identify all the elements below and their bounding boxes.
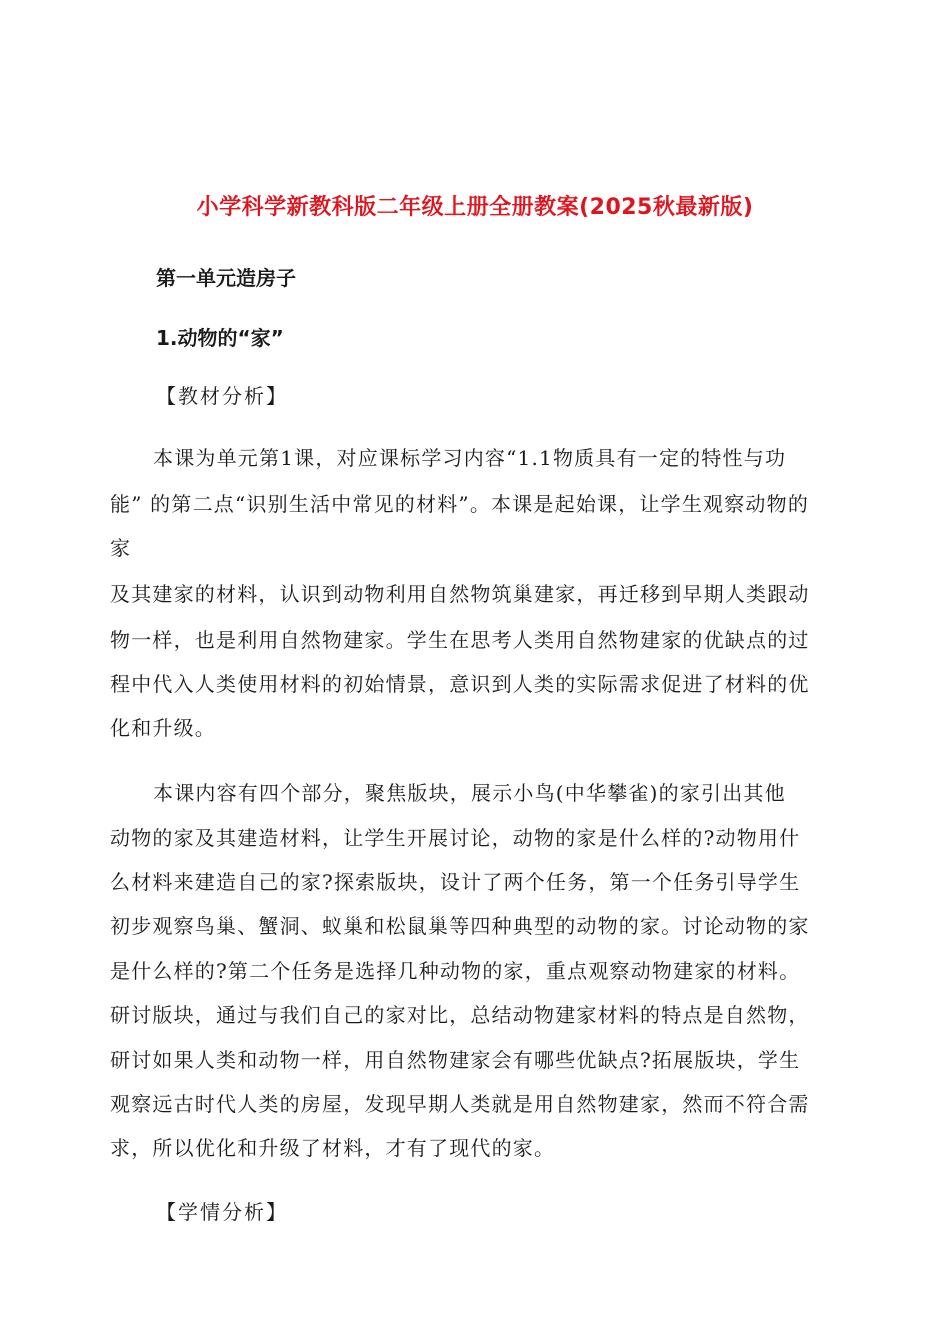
paragraph-line: 家	[110, 536, 132, 560]
paragraph-line: 研讨版块，通过与我们自己的家对比，总结动物建家材料的特点是自然物，	[110, 1003, 810, 1027]
paragraph-line: 是什么样的?第二个任务是选择几种动物的家，重点观察动物建家的材料。	[110, 959, 801, 983]
paragraph-line: 研讨如果人类和动物一样，用自然物建家会有哪些优缺点?拓展版块，学生	[110, 1048, 801, 1072]
unit-heading: 第一单元造房子	[156, 266, 296, 290]
paragraph-line: 能” 的第二点“识别生活中常见的材料”。本课是起始课，让学生观察动物的	[110, 492, 810, 516]
paragraph-line: 本课为单元第1课，对应课标学习内容“1.1物质具有一定的特性与功	[153, 446, 787, 470]
paragraph-line: 么材料来建造自己的家?探索版块，设计了两个任务，第一个任务引导学生	[110, 870, 801, 894]
paragraph-line: 动物的家及其建造材料，让学生开展讨论，动物的家是什么样的?动物用什	[110, 826, 801, 850]
paragraph-line: 物一样，也是利用自然物建家。学生在思考人类用自然物建家的优缺点的过	[110, 628, 810, 652]
paragraph-line: 初步观察鸟巢、蟹洞、蚁巢和松鼠巢等四种典型的动物的家。讨论动物的家	[110, 914, 810, 938]
section-heading-learner-analysis: 【学情分析】	[156, 1200, 288, 1224]
document-title: 小学科学新教科版二年级上册全册教案(2025秋最新版)	[196, 195, 754, 220]
paragraph-line: 程中代入人类使用材料的初始情景，意识到人类的实际需求促进了材料的优	[110, 672, 810, 696]
lesson-heading: 1.动物的“家”	[156, 326, 284, 350]
paragraph-line: 观察远古时代人类的房屋，发现早期人类就是用自然物建家，然而不符合需	[110, 1092, 810, 1116]
paragraph-line: 及其建家的材料，认识到动物利用自然物筑巢建家，再迁移到早期人类跟动	[110, 582, 810, 606]
paragraph-line: 本课内容有四个部分，聚焦版块，展示小鸟(中华攀雀)的家引出其他	[153, 781, 786, 805]
paragraph-line: 求，所以优化和升级了材料，才有了现代的家。	[110, 1136, 556, 1160]
paragraph-line: 化和升级。	[110, 716, 216, 740]
section-heading-material-analysis: 【教材分析】	[156, 384, 288, 408]
